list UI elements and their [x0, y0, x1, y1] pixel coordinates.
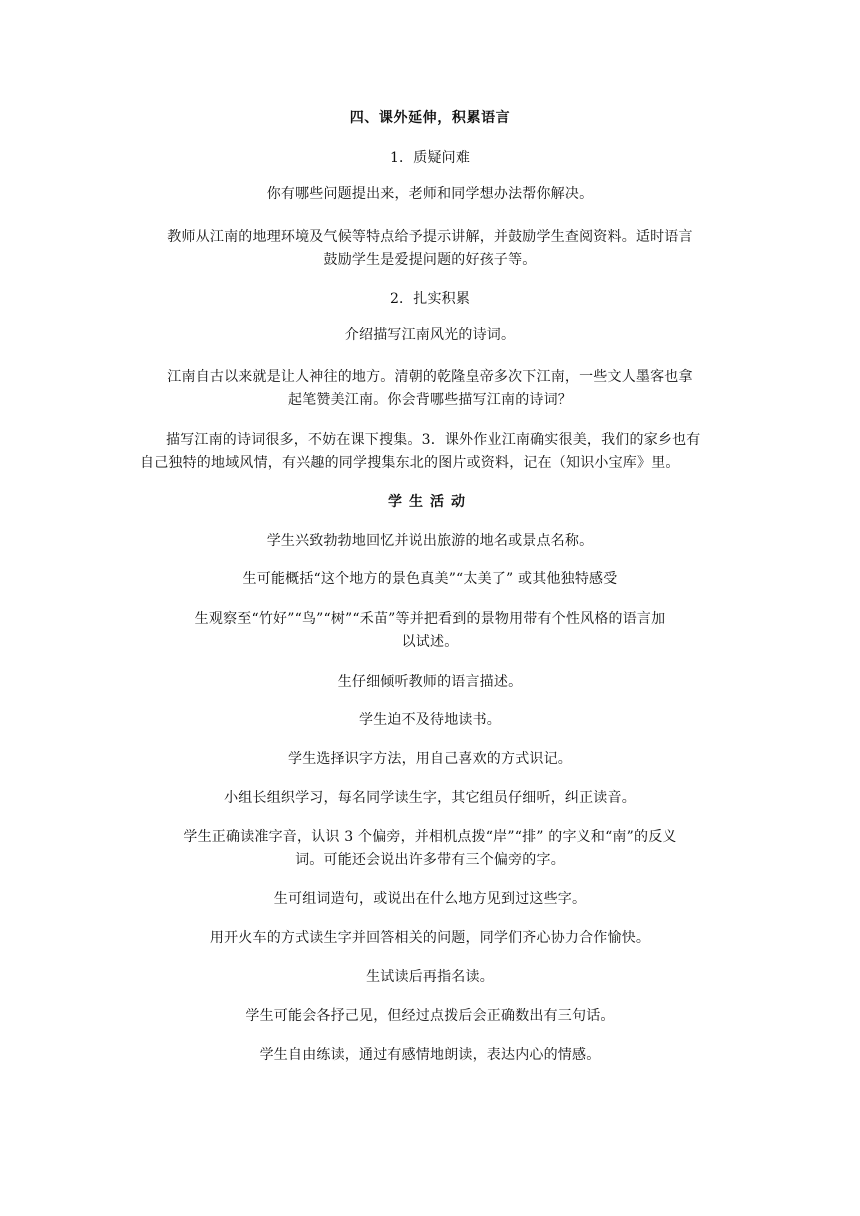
- activity-item: 生仔细倾听教师的语言描述。: [337, 674, 523, 690]
- student-activities-heading: 学生活动: [388, 494, 472, 510]
- activity-item: 学生选择识字方法，用自己喜欢的方式识记。: [288, 751, 572, 767]
- activity-item-line: 学生正确读准字音，认识 3 个偏旁，并相机点拨“岸”“排” 的字义和“南”的反义: [183, 829, 677, 845]
- item2-paragraph: 介绍描写江南风光的诗词。: [344, 327, 516, 343]
- activity-item: 学生自由练读，通过有感情地朗读，表达内心的情感。: [259, 1047, 601, 1063]
- item2-paragraph-line: 描写江南的诗词很多，不妨在课下搜集。3．课外作业江南确实很美，我们的家乡也有: [166, 432, 701, 448]
- item2-title: 2．扎实积累: [389, 291, 471, 307]
- activity-item: 小组长组织学习，每名同学读生字，其它组员仔细听，纠正读音。: [224, 790, 636, 806]
- item1-paragraph: 你有哪些问题提出来，老师和同学想办法帮你解决。: [266, 186, 594, 202]
- section-heading: 四、课外延伸，积累语言: [349, 110, 511, 126]
- activity-item: 学生兴致勃勃地回忆并说出旅游的地名或景点名称。: [266, 533, 594, 549]
- item1-title: 1．质疑问难: [389, 150, 471, 166]
- activity-item: 用开火车的方式读生字并回答相关的问题，同学们齐心协力合作愉快。: [209, 930, 651, 946]
- activity-item: 学生迫不及待地读书。: [359, 712, 501, 728]
- activity-item: 生试读后再指名读。: [366, 969, 494, 985]
- activity-item: 生可组词造句，或说出在什么地方见到过这些字。: [273, 891, 587, 907]
- item2-paragraph-line: 江南自古以来就是让人神往的地方。清朝的乾隆皇帝多次下江南，一些文人墨客也拿: [167, 369, 693, 385]
- activity-item-line: 词。可能还会说出许多带有三个偏旁的字。: [295, 852, 565, 868]
- activity-item-line: 以试述。: [401, 634, 459, 650]
- item1-paragraph-line: 教师从江南的地理环境及气候等特点给予提示讲解，并鼓励学生查阅资料。适时语言: [167, 229, 693, 245]
- activity-item: 学生可能会各抒己见，但经过点拨后会正确数出有三句话。: [245, 1008, 615, 1024]
- activity-item-line: 生观察至“竹好”“鸟”“树”“禾苗”等并把看到的景物用带有个性风格的语言加: [194, 611, 666, 627]
- item2-paragraph-line: 起笔赞美江南。你会背哪些描写江南的诗词？: [288, 392, 572, 408]
- activity-item: 生可能概括“这个地方的景色真美”“太美了” 或其他独特感受: [242, 571, 618, 587]
- item1-paragraph-line: 鼓励学生是爱提问题的好孩子等。: [323, 252, 537, 268]
- item2-paragraph-line: 自己独特的地域风情，有兴趣的同学搜集东北的图片或资料，记在（知识小宝库》里。: [140, 455, 680, 471]
